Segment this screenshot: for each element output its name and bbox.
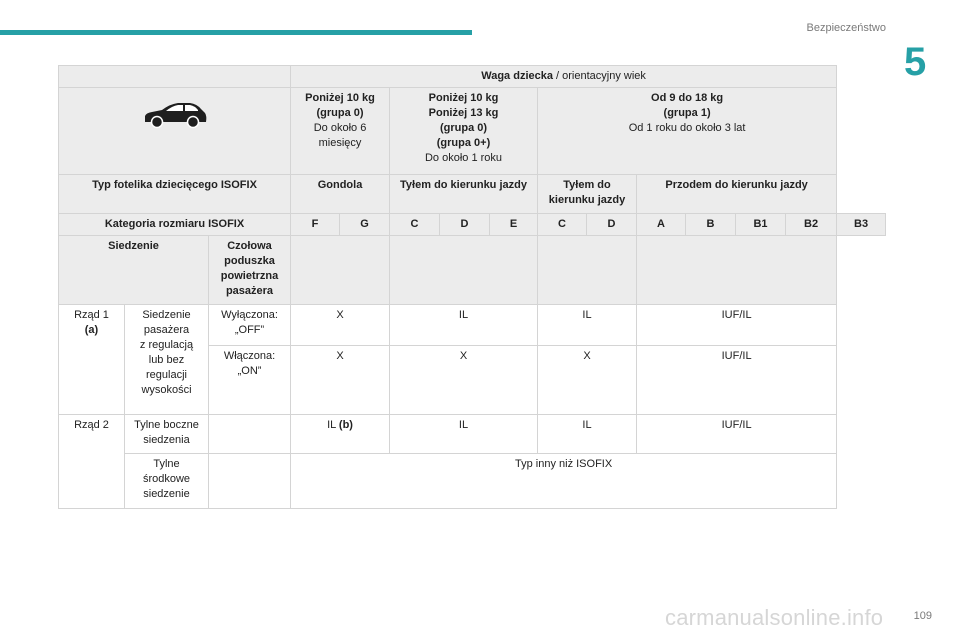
value-cell: X xyxy=(390,346,538,415)
car-cell xyxy=(59,88,291,175)
car-icon xyxy=(142,101,208,129)
row2-side-line: Tylne boczne xyxy=(134,419,199,431)
size-cell: C xyxy=(538,214,587,236)
row1-seat-line: regulacji xyxy=(146,369,187,381)
value-text: IL xyxy=(327,419,336,431)
value-cell: IUF/IL xyxy=(637,346,837,415)
row1-seat-line: lub bez xyxy=(148,354,185,366)
row1-seat-line: Siedzenie xyxy=(142,309,191,321)
airbag-header-line: Czołowa xyxy=(227,240,272,252)
size-cell: C xyxy=(390,214,440,236)
row2-side-seat xyxy=(125,415,209,454)
value-cell: IL xyxy=(390,305,538,346)
group-0-weight: Poniżej 10 kg xyxy=(305,92,375,104)
group-0plus-weight-2: Poniżej 13 kg xyxy=(428,107,499,119)
group-0plus-weight-1: Poniżej 10 kg xyxy=(428,92,499,104)
value-cell: IL xyxy=(538,305,637,346)
group-0plus-age: Do około 1 roku xyxy=(424,152,503,164)
isofix-table xyxy=(58,65,886,509)
airbag-off-line: „OFF” xyxy=(234,324,265,336)
weight-title xyxy=(291,66,837,88)
blank-cell xyxy=(538,236,637,305)
blank-cell xyxy=(390,236,538,305)
row2-center-line: siedzenie xyxy=(143,488,190,500)
size-cell: E xyxy=(490,214,538,236)
row1-off xyxy=(59,305,886,346)
size-cell: F xyxy=(291,214,340,236)
row2-label: Rząd 2 xyxy=(59,415,125,509)
watermark: carmanualsonline.info xyxy=(665,605,884,630)
weight-title-bold: Waga dziecka xyxy=(481,70,553,82)
seat-type-rear-facing-2 xyxy=(538,175,637,214)
size-cell: D xyxy=(440,214,490,236)
size-label: Kategoria rozmiaru ISOFIX xyxy=(59,214,291,236)
row1-seat xyxy=(125,305,209,415)
value-cell: IL xyxy=(390,415,538,454)
blank-cell xyxy=(637,236,837,305)
airbag-off-line: Wyłączona: xyxy=(221,309,278,321)
group-1-age: Od 1 roku do około 3 lat xyxy=(628,122,746,134)
seat-type-forward-facing: Przodem do kierunku jazdy xyxy=(637,175,837,214)
value-cell: IL xyxy=(538,415,637,454)
group-0plus-cell xyxy=(390,88,538,175)
row1-label-note: (a) xyxy=(84,324,99,336)
seat-column-header: Siedzenie xyxy=(59,236,209,305)
seat-type-rear-facing-2-line2: kierunku jazdy xyxy=(548,194,626,206)
value-cell: IUF/IL xyxy=(637,305,837,346)
group-0-name: (grupa 0) xyxy=(316,107,364,119)
value-cell xyxy=(291,415,390,454)
row2-center-seat xyxy=(125,454,209,509)
chapter-number: 5 xyxy=(904,40,927,84)
size-cell: B xyxy=(686,214,736,236)
seat-type-label: Typ fotelika dziecięcego ISOFIX xyxy=(59,175,291,214)
size-cell: A xyxy=(637,214,686,236)
seat-type-rear-facing: Tyłem do kierunku jazdy xyxy=(390,175,538,214)
seat-header-row xyxy=(59,236,886,305)
value-cell: IUF/IL xyxy=(637,415,837,454)
size-cell: D xyxy=(587,214,637,236)
row2-side xyxy=(59,415,886,454)
group-0-age-line1: Do około 6 xyxy=(313,122,367,134)
airbag-header-line: pasażera xyxy=(225,285,274,297)
weight-title-rest: / orientacyjny wiek xyxy=(552,70,646,82)
group-0plus-name-2: (grupa 0+) xyxy=(436,137,491,149)
group-0-age-line2: miesięcy xyxy=(318,137,362,149)
group-0plus-name-1: (grupa 0) xyxy=(439,122,488,134)
airbag-off xyxy=(209,305,291,346)
group-1-weight: Od 9 do 18 kg xyxy=(651,92,724,104)
row1-seat-line: pasażera xyxy=(143,324,190,336)
airbag-on-line: Włączona: xyxy=(223,350,276,362)
row1-seat-line: z regulacją xyxy=(139,339,194,351)
airbag-header-line: poduszka xyxy=(224,255,275,267)
size-cell: B3 xyxy=(837,214,886,236)
seat-type-rear-facing-2-line1: Tyłem do xyxy=(563,179,611,191)
value-cell: X xyxy=(291,346,390,415)
seat-type-row xyxy=(59,175,886,214)
blank-cell xyxy=(209,415,291,454)
value-cell: X xyxy=(538,346,637,415)
size-cell: G xyxy=(340,214,390,236)
airbag-on-line: „ON” xyxy=(237,365,262,377)
group-1-name: (grupa 1) xyxy=(663,107,711,119)
seat-type-gondola: Gondola xyxy=(291,175,390,214)
size-cell: B1 xyxy=(736,214,786,236)
row2-center xyxy=(59,454,886,509)
non-isofix-cell: Typ inny niż ISOFIX xyxy=(291,454,837,509)
airbag-header-line: powietrzna xyxy=(220,270,279,282)
group-0-cell xyxy=(291,88,390,175)
row1-label-text: Rząd 1 xyxy=(74,309,109,321)
airbag-on xyxy=(209,346,291,415)
group-1-cell xyxy=(538,88,837,175)
blank-cell xyxy=(209,454,291,509)
row1-label xyxy=(59,305,125,415)
value-note: (b) xyxy=(338,419,353,431)
row1-seat-line: wysokości xyxy=(141,384,192,396)
page-number: 109 xyxy=(913,610,932,622)
blank-cell xyxy=(59,66,291,88)
airbag-column-header xyxy=(209,236,291,305)
row2-side-line: siedzenia xyxy=(143,434,190,446)
blank-cell xyxy=(291,236,390,305)
size-cell: B2 xyxy=(786,214,837,236)
header-accent-bar xyxy=(0,30,472,35)
groups-row xyxy=(59,88,886,175)
weight-title-row xyxy=(59,66,886,88)
size-row xyxy=(59,214,886,236)
section-title: Bezpieczeństwo xyxy=(806,22,886,34)
value-cell: X xyxy=(291,305,390,346)
row2-center-line: środkowe xyxy=(142,473,191,485)
row2-center-line: Tylne xyxy=(153,458,180,470)
